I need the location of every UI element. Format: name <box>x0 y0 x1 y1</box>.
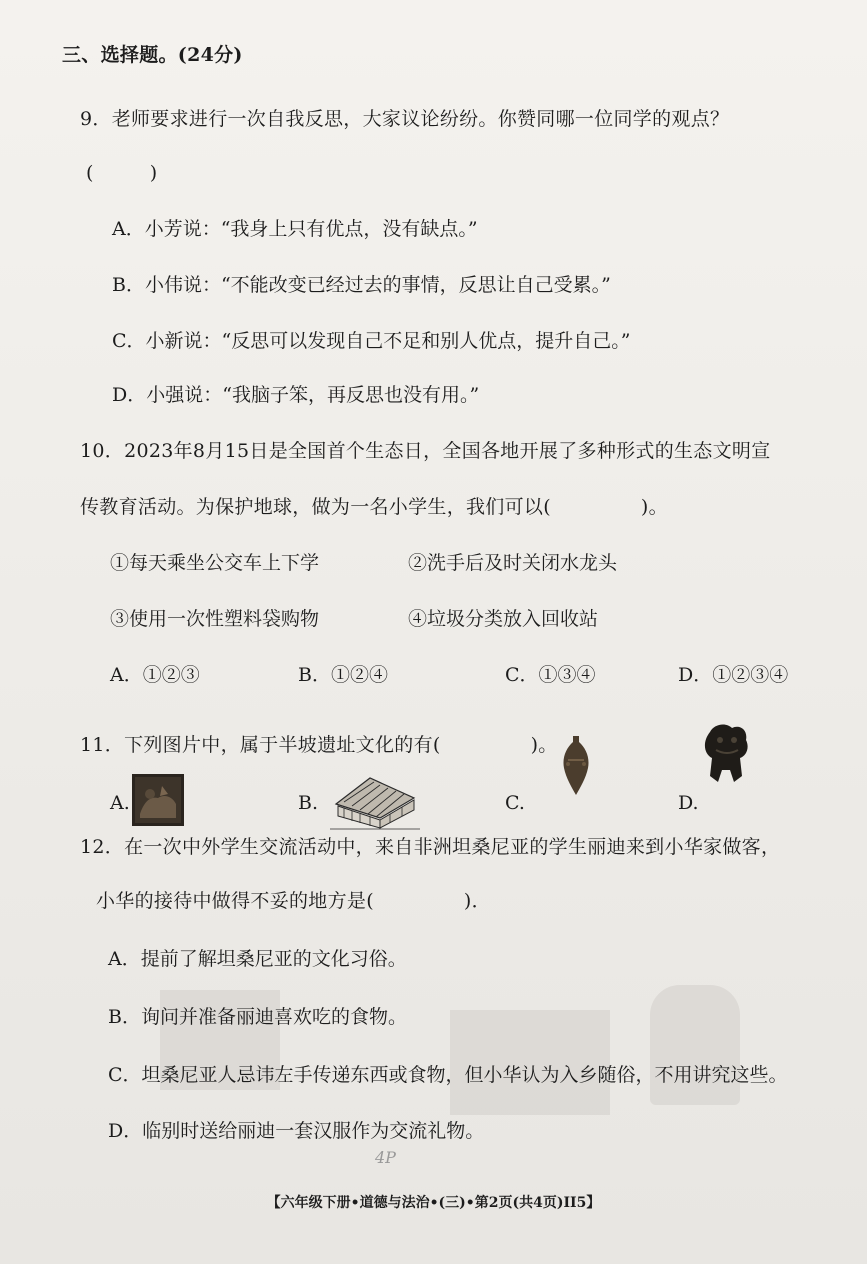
statement-2: ②洗手后及时关闭水龙头 <box>408 552 618 574</box>
question-11-stem: 11．下列图片中，属于半坡遗址文化的有( )。 <box>80 734 558 756</box>
page-footer: 【六年级下册•道德与法治•(三)•第2页(共4页)II5】 <box>266 1195 601 1211</box>
option-c: C．①③④ <box>505 664 596 686</box>
option-c-label: C. <box>505 792 525 814</box>
option-a: A．①②③ <box>110 664 200 686</box>
question-12-stem-line2: 小华的接待中做得不妥的地方是( )． <box>96 890 491 912</box>
option-b: B．①②④ <box>298 664 388 686</box>
option-a: A．提前了解坦桑尼亚的文化习俗。 <box>108 948 407 970</box>
option-b: B．小伟说：“不能改变已经过去的事情，反思让自己受累。” <box>112 274 611 296</box>
question-10-stem-line1: 10．2023年8月15日是全国首个生态日，全国各地开展了多种形式的生态文明宣 <box>80 440 771 462</box>
option-d: D．①②③④ <box>678 664 789 686</box>
statement-4: ④垃圾分类放入回收站 <box>408 608 599 630</box>
option-b-label: B. <box>298 792 319 814</box>
option-a-label: A. <box>110 792 130 814</box>
option-d-label: D. <box>678 792 699 814</box>
option-b: B．询问并准备丽迪喜欢吃的食物。 <box>108 1006 407 1028</box>
option-c: C．小新说：“反思可以发现自己不足和别人优点，提升自己。” <box>112 330 631 352</box>
question-10-stem-line2: 传教育活动。为保护地球，做为一名小学生，我们可以( )。 <box>80 496 668 518</box>
section-title: 三、选择题。(24分) <box>62 44 243 66</box>
question-12-stem-line1: 12．在一次中外学生交流活动中，来自非洲坦桑尼亚的学生丽迪来到小华家做客， <box>80 836 781 858</box>
answer-blank[interactable]: ( ) <box>86 162 158 184</box>
pencil-mark: 4P <box>375 1148 396 1167</box>
bronze-statue-image <box>700 722 752 784</box>
statement-3: ③使用一次性塑料袋购物 <box>110 608 320 630</box>
question-9-stem: 9．老师要求进行一次自我反思，大家议论纷纷。你赞同哪一位同学的观点？ <box>80 108 730 130</box>
option-a: A．小芳说：“我身上只有优点，没有缺点。” <box>112 218 478 240</box>
statement-1: ①每天乘坐公交车上下学 <box>110 552 320 574</box>
pointed-bottom-bottle-image <box>560 734 592 796</box>
option-d: D．小强说：“我脑子笨，再反思也没有用。” <box>112 384 480 406</box>
bronze-relief-image <box>132 774 184 826</box>
option-d: D．临别时送给丽迪一套汉服作为交流礼物。 <box>108 1120 485 1142</box>
semi-subterranean-hut-image <box>330 774 420 830</box>
option-c: C．坦桑尼亚人忌讳左手传递东西或食物，但小华认为入乡随俗，不用讲究这些。 <box>108 1064 788 1086</box>
